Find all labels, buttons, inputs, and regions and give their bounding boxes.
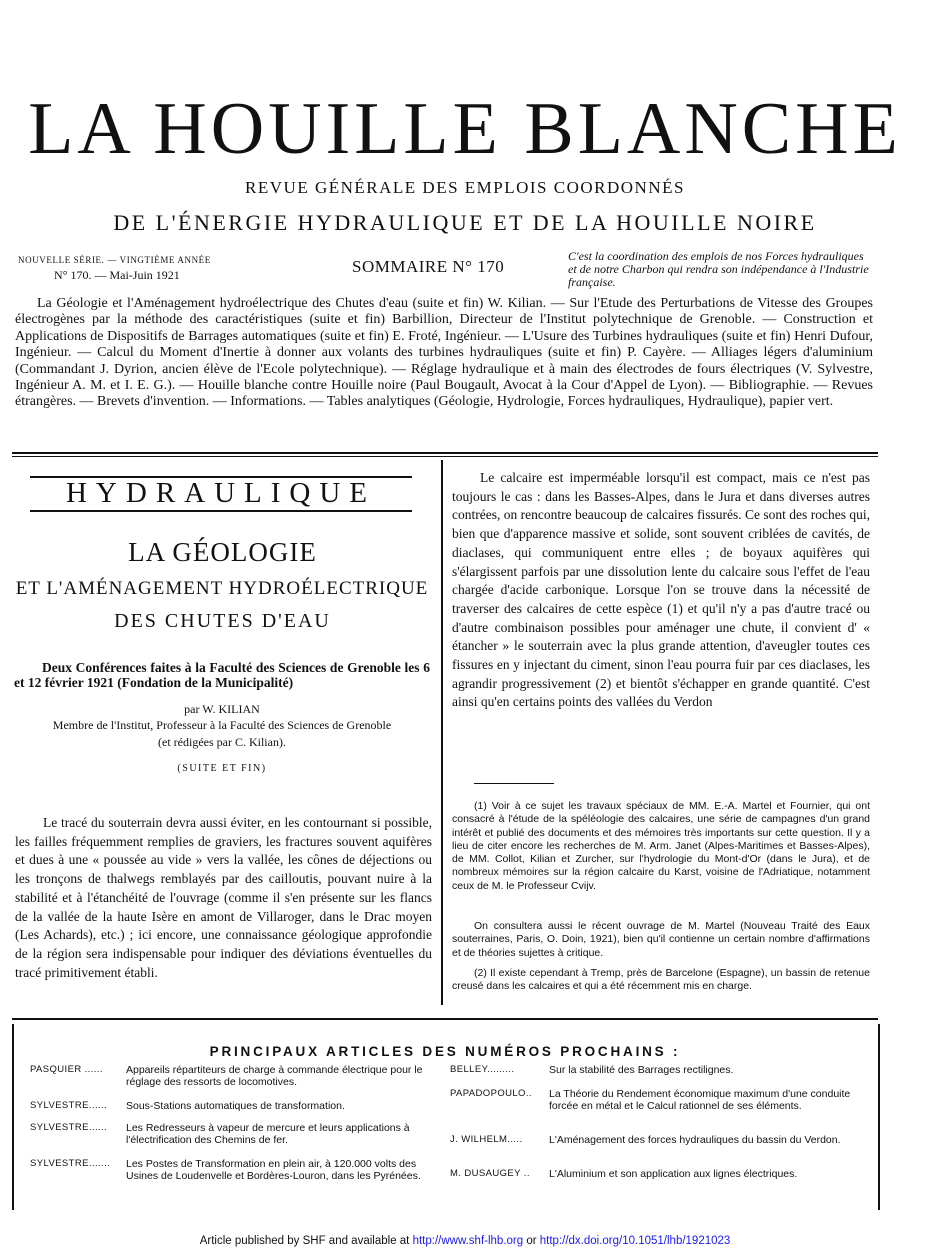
article-title-line-3: DES CHUTES D'EAU [114, 610, 331, 632]
upcoming-author: SYLVESTRE...... [30, 1122, 108, 1133]
upcoming-articles-title: PRINCIPAUX ARTICLES DES NUMÉROS PROCHAINS : [209, 1044, 681, 1059]
issue-number: N° 170. — Mai-Juin 1921 [54, 268, 180, 282]
upcoming-author: SYLVESTRE...... [30, 1100, 108, 1111]
footnote-1: (1) Voir à ce sujet les travaux spéciaux de MM. E.-A. Martel et Fournier, qui ont consacré à l'étude de la spéléologie des calcaires, une série de campagnes d'un grand intérêt et publié des documents et des mémoires très importants sur cette question. Il y a lieu de citer encore les recherches de M. Arm. Janet (Alpes-Maritimes et Basses-Alpes), de MM. Collot, Kilian et Zurcher, sur l'hydrologie du Mont-d'Or (dans le Jura), et de nombreux mémoires sur la région calcaire du Karst, voisine de l'Adriatique, notamment ceux de M. le Professeur Cvijv. [452, 800, 870, 892]
upcoming-author: M. DUSAUGEY .. [450, 1168, 530, 1179]
divider-top-thin [12, 456, 878, 457]
doi-link[interactable]: http://dx.doi.org/10.1051/lhb/1921023 [539, 1235, 731, 1247]
upcoming-author: PAPADOPOULO.. [450, 1088, 532, 1099]
footnote-2: (2) Il existe cependant à Tremp, près de Barcelone (Espagne), un bassin de retenue creusé dans les calcaires et qui a été récemment mis en charge. [452, 967, 870, 993]
section-heading: HYDRAULIQUE [30, 476, 412, 512]
footnote-1-continued: On consultera aussi le récent ouvrage de M. Martel (Nouveau Traité des Eaux souterraines, Paris, O. Doin, 1921), bien qu'il contienne un certain nombre d'affirmations et de théories sujettes à critique. [452, 920, 870, 959]
article-body-right: Le calcaire est imperméable lorsqu'il est compact, mais ce n'est pas toujours le cas : dans les Basses-Alpes, dans le Jura et dans diverses autres contrées, on rencontre beaucoup de calcaires fissurés. Ce sont des roches qui, bien que d'apparence massive et solide, sont souvent criblées de cavités, de diaclases, qui communiquent entre elles ; de boyaux aquifères qui s'élargissent parfois par une dissolution lente du calcaire sous l'effet de l'eau chargée d'acide carbonique. Lorsque l'on se trouve dans la nécessité de traverser des calcaires de cette espèce (1) et qu'il n'y a pas d'autre tracé ou d'autre combinaison possibles pour aménager une chute, il convient d' « étancher » le souterrain avec la plus grande attention, d'aveugler toutes ces fissures en y injectant du ciment, sinon l'eau pourra fuir par ces diaclases, les agrandir progressivement (2) et bientôt s'échapper en grande quantité. C'est ainsi qu'en certains points des vallées du Verdon [452, 470, 870, 710]
article-title: LA GÉOLOGIE [128, 537, 317, 567]
sommaire-heading: SOMMAIRE N° 170 [352, 257, 505, 276]
upcoming-author: PASQUIER ...... [30, 1064, 103, 1075]
journal-subtitle-2: DE L'ÉNERGIE HYDRAULIQUE ET DE LA HOUILLE NOIRE [113, 210, 817, 235]
motto: C'est la coordination des emplois de nos Forces hydrauliques et de notre Charbon qui rendra son indépendance à l'Industrie française. [568, 249, 869, 289]
editor-note: (et rédigées par C. Kilian). [158, 735, 286, 749]
upcoming-title: Les Postes de Transformation en plein air, à 120.000 volts des Usines de Loudenvelle et Bordères-Louron, dans les Pyrénées. [126, 1158, 421, 1182]
upcoming-title: La Théorie du Rendement économique maximum d'une conduite forcée en métal et le Calcul rationnel de ses éléments. [549, 1088, 851, 1112]
upcoming-author: BELLEY......... [450, 1064, 515, 1075]
divider-top [12, 452, 878, 454]
divider-bottom [12, 1018, 878, 1020]
upcoming-title: L'Aménagement des forces hydrauliques du bassin du Verdon. [549, 1134, 841, 1146]
conference-note: Deux Conférences faites à la Faculté des Sciences de Grenoble les 6 et 12 février 1921 (Fondation de la Municipalité) [14, 660, 430, 690]
article-title-line-2: ET L'AMÉNAGEMENT HYDROÉLECTRIQUE [15, 578, 429, 599]
upcoming-title: Sous-Stations automatiques de transformation. [126, 1100, 345, 1112]
upcoming-author: J. WILHELM..... [450, 1134, 523, 1145]
upcoming-title: Sur la stabilité des Barrages rectilignes. [549, 1064, 734, 1076]
publication-footer [0, 1235, 930, 1247]
shf-link[interactable]: http://www.shf-lhb.org [412, 1235, 524, 1247]
continued-note: (SUITE ET FIN) [177, 763, 267, 774]
author-affiliation: Membre de l'Institut, Professeur à la Faculté des Sciences de Grenoble [52, 718, 392, 732]
upcoming-title: Les Redresseurs à vapeur de mercure et leurs applications à l'électrification des Chemins de fer. [126, 1122, 410, 1146]
table-of-contents: La Géologie et l'Aménagement hydroélectrique des Chutes d'eau (suite et fin) W. Kilian. — Sur l'Etude des Perturbations de Vitesse des Groupes électrogènes par la méthode des caractéristiques (suite et fin) Barbillion, Directeur de l'Institut polytechnique de Grenoble. — Construction et Applications de Dispositifs de Barrages automatiques (suite et fin) E. Froté, Ingénieur. — L'Usure des Turbines hydrauliques (suite et fin) Henri Dufour, Ingénieur. — Calcul du Moment d'Inertie à donner aux volants des turbines hydrauliques (suite et fin) P. Cayère. — Alliages légers d'aluminium (Commandant J. Dyrion, ancien élève de l'Ecole polytechnique). — Réglage hydraulique et à main des électrodes de fours électriques (V. Sylvestre, Ingénieur A. M. et I. E. G.). — Houille blanche contre Houille noire (Paul Bougault, Avocat à la Cour d'Appel de Lyon). — Bibliographie. — Revues étrangères. — Brevets d'invention. — Informations. — Tables analytiques (Géologie, Hydrologie, Forces hydrauliques, Hydraulique), papier vert. [15, 296, 873, 410]
upcoming-title: L'Aluminium et son application aux lignes électriques. [549, 1168, 798, 1180]
footer-or: or [523, 1235, 540, 1247]
journal-title: LA HOUILLE BLANCHE [28, 88, 902, 170]
column-separator [441, 460, 443, 1005]
footer-text: Article published by SHF and available at [199, 1235, 413, 1247]
issue-series: NOUVELLE SÉRIE. — VINGTIÈME ANNÉE [18, 255, 211, 265]
upcoming-author: SYLVESTRE....... [30, 1158, 111, 1169]
upcoming-title: Appareils répartiteurs de charge à commande électrique pour le réglage des ressorts de locomotives. [126, 1064, 423, 1088]
author-byline: par W. KILIAN [184, 702, 260, 716]
article-body-left: Le tracé du souterrain devra aussi éviter, en les contournant si possible, les failles fréquemment remplies de graviers, les fractures souvent aquifères et dues à une « poussée au vide » vers la vallée, les cônes de déjections ou les tronçons de thalwegs remblayés par des cailloutis, pouvant nuire à la stabilité et à l'étanchéité de l'ouvrage (comme il s'en présente sur les flancs de la vallée de la haute Isère en amont de Villaroger, dans le Drac moyen (Les Achards), etc.) ; ici encore, une connaissance géologique approfondie de la région sera indispensable pour indiquer des déviations éventuelles du tracé primitivement établi. [15, 815, 432, 980]
footnote-rule [474, 783, 554, 784]
journal-subtitle: REVUE GÉNÉRALE DES EMPLOIS COORDONNÉS [245, 178, 685, 197]
